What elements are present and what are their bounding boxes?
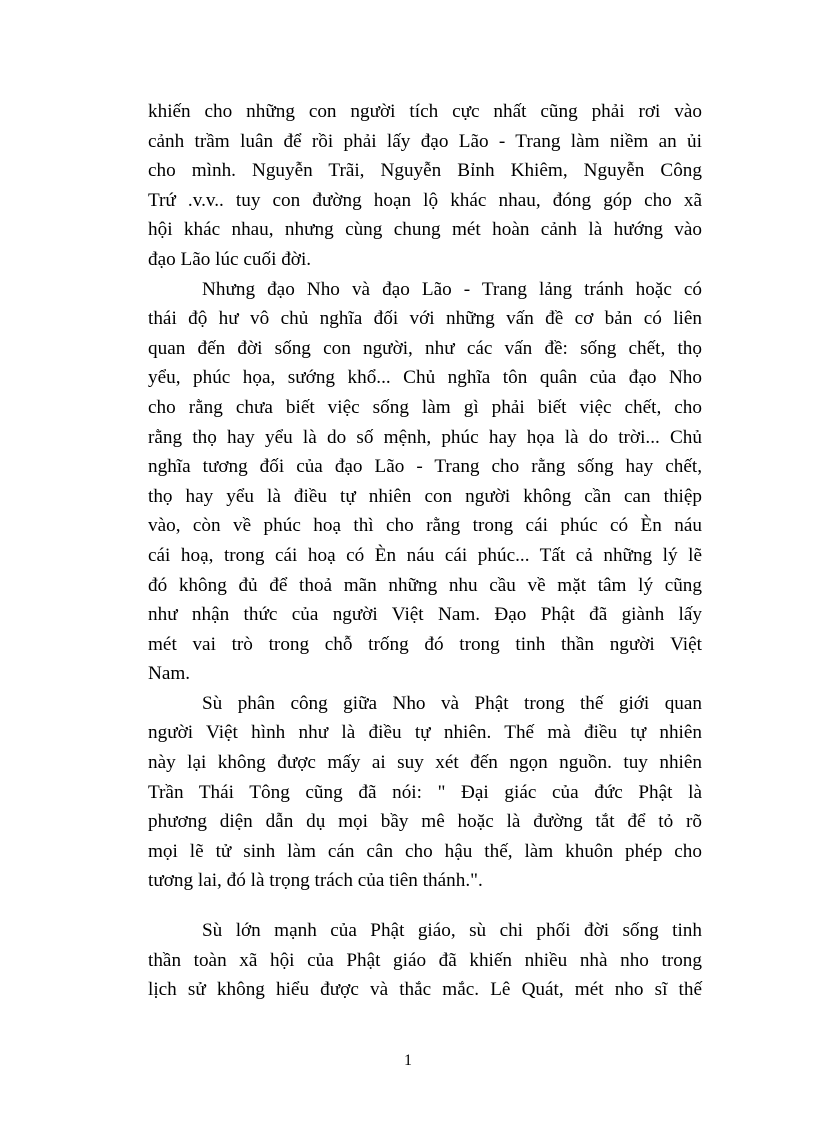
- text-line: cho mình. Nguyễn Trãi, Nguyễn Bỉnh Khiêm, Nguyễn Công: [148, 160, 702, 182]
- text-line: người Việt hình như là điều tự nhiên. Thế mà điều tự nhiên: [148, 722, 702, 744]
- text-line: rằng thọ hay yểu là do số mệnh, phúc hay họa là do trời... Chủ: [148, 426, 702, 448]
- paragraph: [148, 916, 702, 1005]
- paragraph: [148, 275, 702, 689]
- text-line: đạo Lão lúc cuối đời.: [148, 248, 312, 270]
- text-line: này lại không được mấy ai suy xét đến ngọn nguồn. tuy nhiên: [148, 752, 702, 774]
- text-line: Sù lớn mạnh của Phật giáo, sù chi phối đời sống tinh: [202, 920, 702, 942]
- page-number: 1: [404, 1052, 412, 1069]
- paragraph: [148, 97, 702, 275]
- text-line: yểu, phúc họa, sướng khổ... Chủ nghĩa tôn quân của đạo Nho: [148, 367, 702, 389]
- text-line: Nhưng đạo Nho và đạo Lão - Trang lảng tránh hoặc có: [202, 278, 702, 300]
- text-line: như nhận thức của người Việt Nam. Đạo Phật đã giành lấy: [148, 604, 702, 626]
- text-line: Trứ .v.v.. tuy con đường hoạn lộ khác nhau, đóng góp cho xã: [148, 189, 702, 211]
- text-line: Trần Thái Tông cũng đã nói: " Đại giác của đức Phật là: [148, 781, 702, 803]
- text-line: vào, còn về phúc hoạ thì cho rằng trong cái phúc có Èn náu: [148, 515, 702, 537]
- text-line: Nam.: [148, 663, 191, 685]
- text-line: cảnh trầm luân để rồi phải lấy đạo Lão - Trang làm niềm an ủi: [148, 130, 702, 152]
- body-text: [148, 97, 702, 1005]
- text-line: quan đến đời sống con người, như các vấn đề: sống chết, thọ: [148, 337, 702, 359]
- text-line: thần toàn xã hội của Phật giáo đã khiến nhiều nhà nho trong: [148, 949, 702, 971]
- text-line: nghĩa tương đối của đạo Lão - Trang cho rằng sống hay chết,: [148, 456, 702, 478]
- text-line: khiến cho những con người tích cực nhất cũng phải rơi vào: [148, 101, 702, 122]
- text-line: mọi lẽ tử sinh làm cán cân cho hậu thế, làm khuôn phép cho: [148, 840, 702, 862]
- text-line: tương lai, đó là trọng trách của tiên thánh.".: [148, 870, 483, 892]
- paragraph-gap: [148, 896, 702, 916]
- text-line: Sù phân công giữa Nho và Phật trong thế giới quan: [202, 692, 702, 714]
- paragraph: [148, 689, 702, 896]
- text-line: thái độ hư vô chủ nghĩa đối với những vấn đề cơ bản có liên: [148, 308, 702, 330]
- text-line: phương diện dẫn dụ mọi bầy mê hoặc là đường tắt để tỏ rõ: [148, 811, 702, 833]
- text-line: cái hoạ, trong cái hoạ có Èn náu cái phúc... Tất cả những lý lẽ: [148, 544, 702, 566]
- text-line: thọ hay yểu là điều tự nhiên con người không cần can thiệp: [148, 485, 702, 507]
- text-line: đó không đủ để thoả mãn những nhu cầu về mặt tâm lý cũng: [148, 574, 702, 596]
- text-line: mét vai trò trong chỗ trống đó trong tinh thần người Việt: [148, 633, 702, 655]
- text-line: hội khác nhau, nhưng cùng chung mét hoàn cảnh là hướng vào: [148, 219, 702, 241]
- text-line: lịch sử không hiểu được và thắc mắc. Lê Quát, mét nho sĩ thế: [148, 979, 702, 1001]
- text-line: cho rằng chưa biết việc sống làm gì phải biết việc chết, cho: [148, 396, 702, 418]
